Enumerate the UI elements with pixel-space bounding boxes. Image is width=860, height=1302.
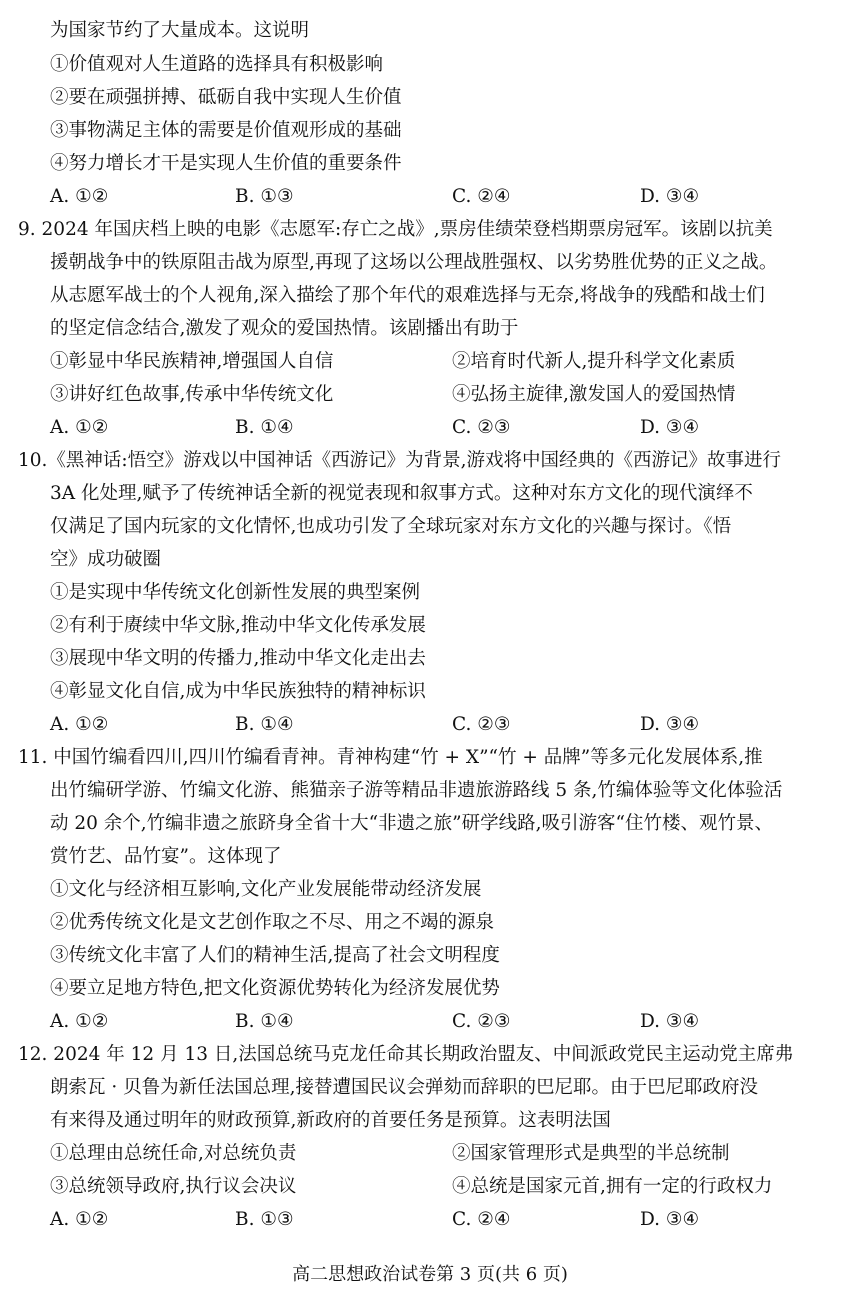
q10-statement-2: ②有利于赓续中华文脉,推动中华文化传承发展: [50, 615, 426, 636]
q11-stem-line-1: 11. 中国竹编看四川,四川竹编看青神。青神构建“竹 + X”“竹 + 品牌”等多元化发展体系,推: [18, 747, 763, 768]
q11-option-d[interactable]: D. ③④: [640, 1011, 700, 1032]
q9-statement-1: ①彰显中华民族精神,增强国人自信: [50, 351, 334, 372]
q10-statement-4: ④彰显文化自信,成为中华民族独特的精神标识: [50, 681, 426, 702]
q11-option-b[interactable]: B. ①④: [235, 1011, 294, 1032]
q8-stem-continuation: 为国家节约了大量成本。这说明: [50, 20, 310, 41]
q9-statements-row-1: [0, 349, 860, 375]
q10-option-b[interactable]: B. ①④: [235, 714, 294, 735]
q8-option-d[interactable]: D. ③④: [640, 186, 700, 207]
q11-statement-2: ②优秀传统文化是文艺创作取之不尽、用之不竭的源泉: [50, 912, 495, 933]
q12-option-c[interactable]: C. ②④: [452, 1209, 511, 1230]
q9-stem-line-1: 9. 2024 年国庆档上映的电影《志愿军:存亡之战》,票房佳绩荣登档期票房冠军。该剧以抗美: [18, 219, 773, 240]
page-footer: 高二思想政治试卷第 3 页(共 6 页): [292, 1264, 568, 1285]
q8-option-b[interactable]: B. ①③: [235, 186, 294, 207]
q10-option-d[interactable]: D. ③④: [640, 714, 700, 735]
q9-statement-4: ④弘扬主旋律,激发国人的爱国热情: [452, 384, 736, 405]
q10-stem-line-2: 3A 化处理,赋予了传统神话全新的视觉表现和叙事方式。这种对东方文化的现代演绎不: [50, 483, 753, 504]
q12-statements-row-1: [0, 1141, 860, 1167]
q8-option-c[interactable]: C. ②④: [452, 186, 511, 207]
q8-options: [0, 184, 860, 210]
q12-stem-line-2: 朗索瓦 · 贝鲁为新任法国总理,接替遭国民议会弹劾而辞职的巴尼耶。由于巴尼耶政府没: [50, 1077, 759, 1098]
q10-option-c[interactable]: C. ②③: [452, 714, 511, 735]
q9-option-b[interactable]: B. ①④: [235, 417, 294, 438]
q8-statement-4: ④努力增长才干是实现人生价值的重要条件: [50, 153, 402, 174]
q9-statement-3: ③讲好红色故事,传承中华传统文化: [50, 384, 334, 405]
q11-stem-line-4: 赏竹艺、品竹宴”。这体现了: [50, 846, 282, 867]
q11-option-c[interactable]: C. ②③: [452, 1011, 511, 1032]
q11-stem-line-3: 动 20 余个,竹编非遗之旅跻身全省十大“非遗之旅”研学线路,吸引游客“住竹楼、观竹景、: [50, 813, 773, 834]
q11-option-a[interactable]: A. ①②: [50, 1011, 109, 1032]
q10-options: [0, 712, 860, 738]
q10-statement-1: ①是实现中华传统文化创新性发展的典型案例: [50, 582, 421, 603]
q10-statement-3: ③展现中华文明的传播力,推动中华文化走出去: [50, 648, 426, 669]
q12-options: [0, 1207, 860, 1233]
q10-stem-line-1: 10.《黑神话:悟空》游戏以中国神话《西游记》为背景,游戏将中国经典的《西游记》故事进行: [18, 450, 782, 471]
q12-statement-4: ④总统是国家元首,拥有一定的行政权力: [452, 1176, 773, 1197]
q10-stem-line-3: 仅满足了国内玩家的文化情怀,也成功引发了全球玩家对东方文化的兴趣与探讨。《悟: [50, 516, 732, 537]
q9-statements-row-2: [0, 382, 860, 408]
q11-statement-3: ③传统文化丰富了人们的精神生活,提高了社会文明程度: [50, 945, 500, 966]
q12-option-a[interactable]: A. ①②: [50, 1209, 109, 1230]
q8-option-a[interactable]: A. ①②: [50, 186, 109, 207]
q12-statement-3: ③总统领导政府,执行议会决议: [50, 1176, 297, 1197]
q9-option-d[interactable]: D. ③④: [640, 417, 700, 438]
q11-statement-1: ①文化与经济相互影响,文化产业发展能带动经济发展: [50, 879, 482, 900]
q9-stem-line-3: 从志愿军战士的个人视角,深入描绘了那个年代的艰难选择与无奈,将战争的残酷和战士们: [50, 285, 765, 306]
q9-stem-line-4: 的坚定信念结合,激发了观众的爱国热情。该剧播出有助于: [50, 318, 519, 339]
q11-options: [0, 1009, 860, 1035]
q11-stem-line-2: 出竹编研学游、竹编文化游、熊猫亲子游等精品非遗旅游路线 5 条,竹编体验等文化体验活: [50, 780, 783, 801]
q9-options: [0, 415, 860, 441]
q12-statement-2: ②国家管理形式是典型的半总统制: [452, 1143, 730, 1164]
q8-statement-1: ①价值观对人生道路的选择具有积极影响: [50, 54, 384, 75]
q12-option-b[interactable]: B. ①③: [235, 1209, 294, 1230]
q12-stem-line-3: 有来得及通过明年的财政预算,新政府的首要任务是预算。这表明法国: [50, 1110, 611, 1131]
q8-statement-2: ②要在顽强拼搏、砥砺自我中实现人生价值: [50, 87, 402, 108]
q12-stem-line-1: 12. 2024 年 12 月 13 日,法国总统马克龙任命其长期政治盟友、中间派政党民主运动党主席弗: [18, 1044, 794, 1065]
q10-option-a[interactable]: A. ①②: [50, 714, 109, 735]
q9-statement-2: ②培育时代新人,提升科学文化素质: [452, 351, 736, 372]
q9-option-c[interactable]: C. ②③: [452, 417, 511, 438]
q12-statement-1: ①总理由总统任命,对总统负责: [50, 1143, 297, 1164]
q10-stem-line-4: 空》成功破圈: [50, 549, 162, 570]
q12-statements-row-2: [0, 1174, 860, 1200]
q9-option-a[interactable]: A. ①②: [50, 417, 109, 438]
q8-statement-3: ③事物满足主体的需要是价值观形成的基础: [50, 120, 402, 141]
q11-statement-4: ④要立足地方特色,把文化资源优势转化为经济发展优势: [50, 978, 500, 999]
q12-option-d[interactable]: D. ③④: [640, 1209, 700, 1230]
q9-stem-line-2: 援朝战争中的铁原阻击战为原型,再现了这场以公理战胜强权、以劣势胜优势的正义之战。: [50, 252, 778, 273]
